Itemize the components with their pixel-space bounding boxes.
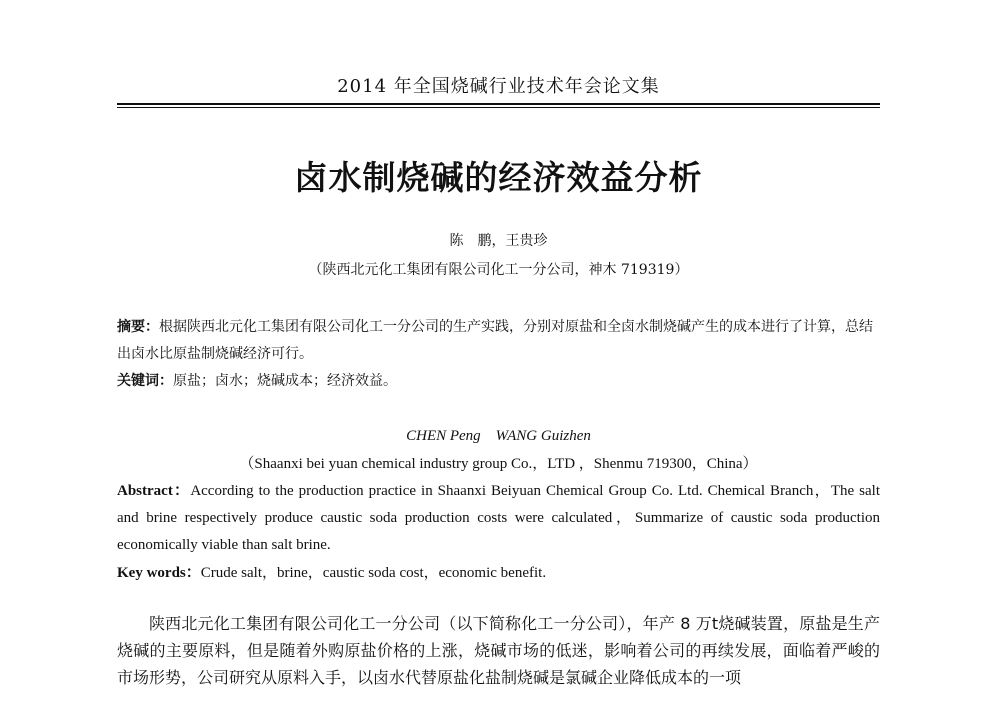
keywords-cn-label: 关键词：	[117, 373, 173, 389]
authors-cn: 陈 鹏，王贵珍	[449, 233, 548, 249]
abstract-en	[117, 478, 880, 559]
keywords-en	[117, 560, 880, 587]
body-paragraph: 陕西北元化工集团有限公司化工一分公司（以下简称化工一分公司），年产 8 万t烧碱装置，原盐是生产烧碱的主要原料，但是随着外购原盐价格的上涨，烧碱市场的低迷，影响着公司的再续发展，面临着严峻的市场形势，公司研究从原料入手，以卤水代替原盐化盐制烧碱是氯碱企业降低成本的一项	[117, 614, 880, 687]
affiliation-en: （Shaanxi bei yuan chemical industry group Co.，LTD ，Shenmu 719300，China）	[239, 456, 758, 472]
abstract-en-label: Abstract：	[117, 483, 191, 499]
keywords-cn	[117, 368, 880, 395]
article-title: 卤水制烧碱的经济效益分析	[294, 158, 703, 197]
header-rule	[117, 103, 880, 108]
keywords-en-text: Crude salt，brine，caustic soda cost，economic benefit.	[200, 565, 547, 581]
running-head: 2014 年全国烧碱行业技术年会论文集	[337, 76, 660, 97]
abstract-cn	[117, 314, 880, 368]
affiliation-cn: （陕西北元化工集团有限公司化工一分公司，神木 719319）	[308, 262, 689, 278]
authors-en: CHEN Peng WANG Guizhen	[406, 428, 591, 444]
keywords-cn-text: 原盐；卤水；烧碱成本；经济效益。	[173, 373, 397, 389]
keywords-en-label: Key words：	[117, 565, 201, 581]
abstract-cn-label: 摘要：	[117, 319, 159, 335]
abstract-cn-text: 根据陕西北元化工集团有限公司化工一分公司的生产实践，分别对原盐和全卤水制烧碱产生的成本进行了计算，总结出卤水比原盐制烧碱经济可行。	[117, 319, 873, 362]
abstract-en-text: According to the production practice in Shaanxi Beiyuan Chemical Group Co. Ltd. Chemical Branch，The salt and brine respectively produce caustic soda production costs were calculated，Summarize of caustic soda production economically viable than salt brine.	[117, 483, 880, 553]
